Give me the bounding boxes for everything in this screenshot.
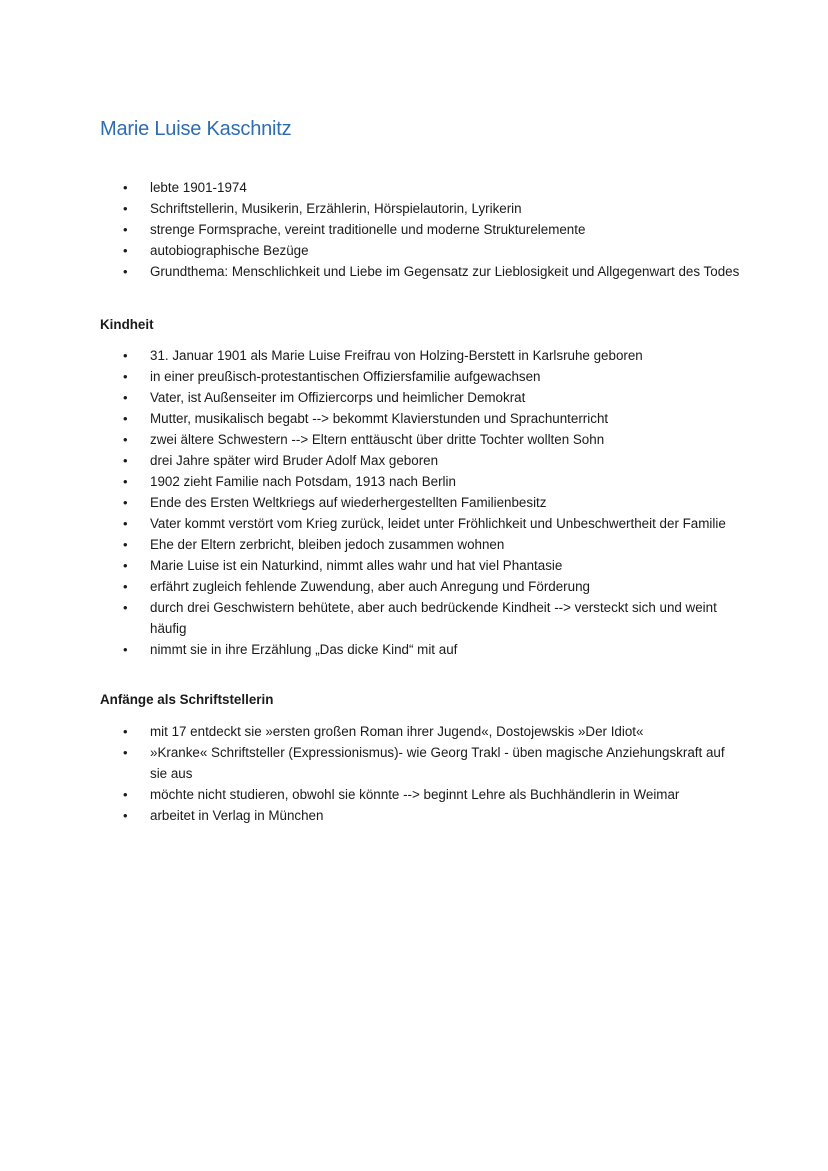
list-item (100, 345, 740, 366)
list-item-text: Schriftstellerin, Musikerin, Erzählerin, Hörspielautorin, Lyrikerin (150, 201, 522, 216)
bullet-icon: • (123, 432, 128, 447)
bullet-icon: • (123, 537, 128, 552)
bullet-icon: • (123, 579, 128, 594)
bullet-icon: • (123, 348, 128, 363)
bullet-icon: • (123, 222, 128, 237)
kindheit-bullet-list (100, 345, 740, 660)
list-item-text: zwei ältere Schwestern --> Eltern enttäuscht über dritte Tochter wollten Sohn (150, 432, 605, 447)
bullet-icon: • (123, 474, 128, 489)
list-item (100, 742, 740, 784)
list-item-text: Marie Luise ist ein Naturkind, nimmt alles wahr und hat viel Phantasie (150, 558, 563, 573)
bullet-icon: • (123, 558, 128, 573)
list-item (100, 450, 740, 471)
list-item-text: mit 17 entdeckt sie »ersten großen Roman ihrer Jugend«, Dostojewskis »Der Idiot« (150, 724, 644, 739)
list-item (100, 198, 740, 219)
list-item-text: erfährt zugleich fehlende Zuwendung, aber auch Anregung und Förderung (150, 579, 590, 594)
list-item-text: Mutter, musikalisch begabt --> bekommt Klavierstunden und Sprachunterricht (150, 411, 609, 426)
list-item (100, 366, 740, 387)
bullet-icon: • (123, 516, 128, 531)
list-item-text: autobiographische Bezüge (150, 243, 309, 258)
bullet-icon: • (123, 724, 128, 739)
list-item (100, 387, 740, 408)
list-item (100, 492, 740, 513)
list-item-text: Vater, ist Außenseiter im Offiziercorps und heimlicher Demokrat (150, 390, 526, 405)
list-item (100, 261, 740, 282)
bullet-icon: • (123, 808, 128, 823)
bullet-icon: • (123, 787, 128, 802)
list-item (100, 597, 740, 639)
bullet-icon: • (123, 180, 128, 195)
anfaenge-bullet-list (100, 721, 740, 826)
bullet-icon: • (123, 201, 128, 216)
list-item-text: strenge Formsprache, vereint traditionelle und moderne Strukturelemente (150, 222, 586, 237)
list-item-text: Ende des Ersten Weltkriegs auf wiederhergestellten Familienbesitz (150, 495, 547, 510)
list-item (100, 408, 740, 429)
list-item-text: drei Jahre später wird Bruder Adolf Max geboren (150, 453, 439, 468)
section-heading-kindheit: Kindheit (100, 317, 154, 332)
list-item (100, 429, 740, 450)
bullet-icon: • (123, 453, 128, 468)
list-item (100, 534, 740, 555)
list-item-text: Vater kommt verstört vom Krieg zurück, leidet unter Fröhlichkeit und Unbeschwertheit der Familie (150, 516, 726, 531)
list-item-text: 31. Januar 1901 als Marie Luise Freifrau von Holzing-Berstett in Karlsruhe geboren (150, 348, 643, 363)
intro-bullet-list (100, 177, 740, 282)
list-item (100, 805, 740, 826)
list-item (100, 784, 740, 805)
bullet-icon: • (123, 495, 128, 510)
bullet-icon: • (123, 243, 128, 258)
list-item (100, 639, 740, 660)
list-item (100, 219, 740, 240)
list-item (100, 513, 740, 534)
list-item-text: »Kranke« Schriftsteller (Expressionismus)- wie Georg Trakl - üben magische Anziehungskraft auf sie aus (150, 745, 725, 781)
bullet-icon: • (123, 642, 128, 657)
list-item-text: möchte nicht studieren, obwohl sie könnte --> beginnt Lehre als Buchhändlerin in Weimar (150, 787, 680, 802)
list-item (100, 555, 740, 576)
bullet-icon: • (123, 745, 128, 760)
list-item (100, 177, 740, 198)
list-item-text: Ehe der Eltern zerbricht, bleiben jedoch zusammen wohnen (150, 537, 505, 552)
document-title: Marie Luise Kaschnitz (100, 118, 292, 140)
list-item (100, 240, 740, 261)
list-item-text: nimmt sie in ihre Erzählung „Das dicke Kind“ mit auf (150, 642, 458, 657)
list-item-text: Grundthema: Menschlichkeit und Liebe im Gegensatz zur Lieblosigkeit und Allgegenwart des Todes (150, 264, 740, 279)
bullet-icon: • (123, 600, 128, 615)
section-heading-anfaenge: Anfänge als Schriftstellerin (100, 692, 274, 707)
bullet-icon: • (123, 264, 128, 279)
bullet-icon: • (123, 390, 128, 405)
list-item-text: lebte 1901-1974 (150, 180, 247, 195)
list-item-text: durch drei Geschwistern behütete, aber auch bedrückende Kindheit --> versteckt sich und weint häufig (150, 600, 717, 636)
list-item-text: 1902 zieht Familie nach Potsdam, 1913 nach Berlin (150, 474, 456, 489)
bullet-icon: • (123, 369, 128, 384)
bullet-icon: • (123, 411, 128, 426)
list-item-text: arbeitet in Verlag in München (150, 808, 324, 823)
list-item (100, 576, 740, 597)
list-item (100, 471, 740, 492)
list-item (100, 721, 740, 742)
list-item-text: in einer preußisch-protestantischen Offiziersfamilie aufgewachsen (150, 369, 541, 384)
